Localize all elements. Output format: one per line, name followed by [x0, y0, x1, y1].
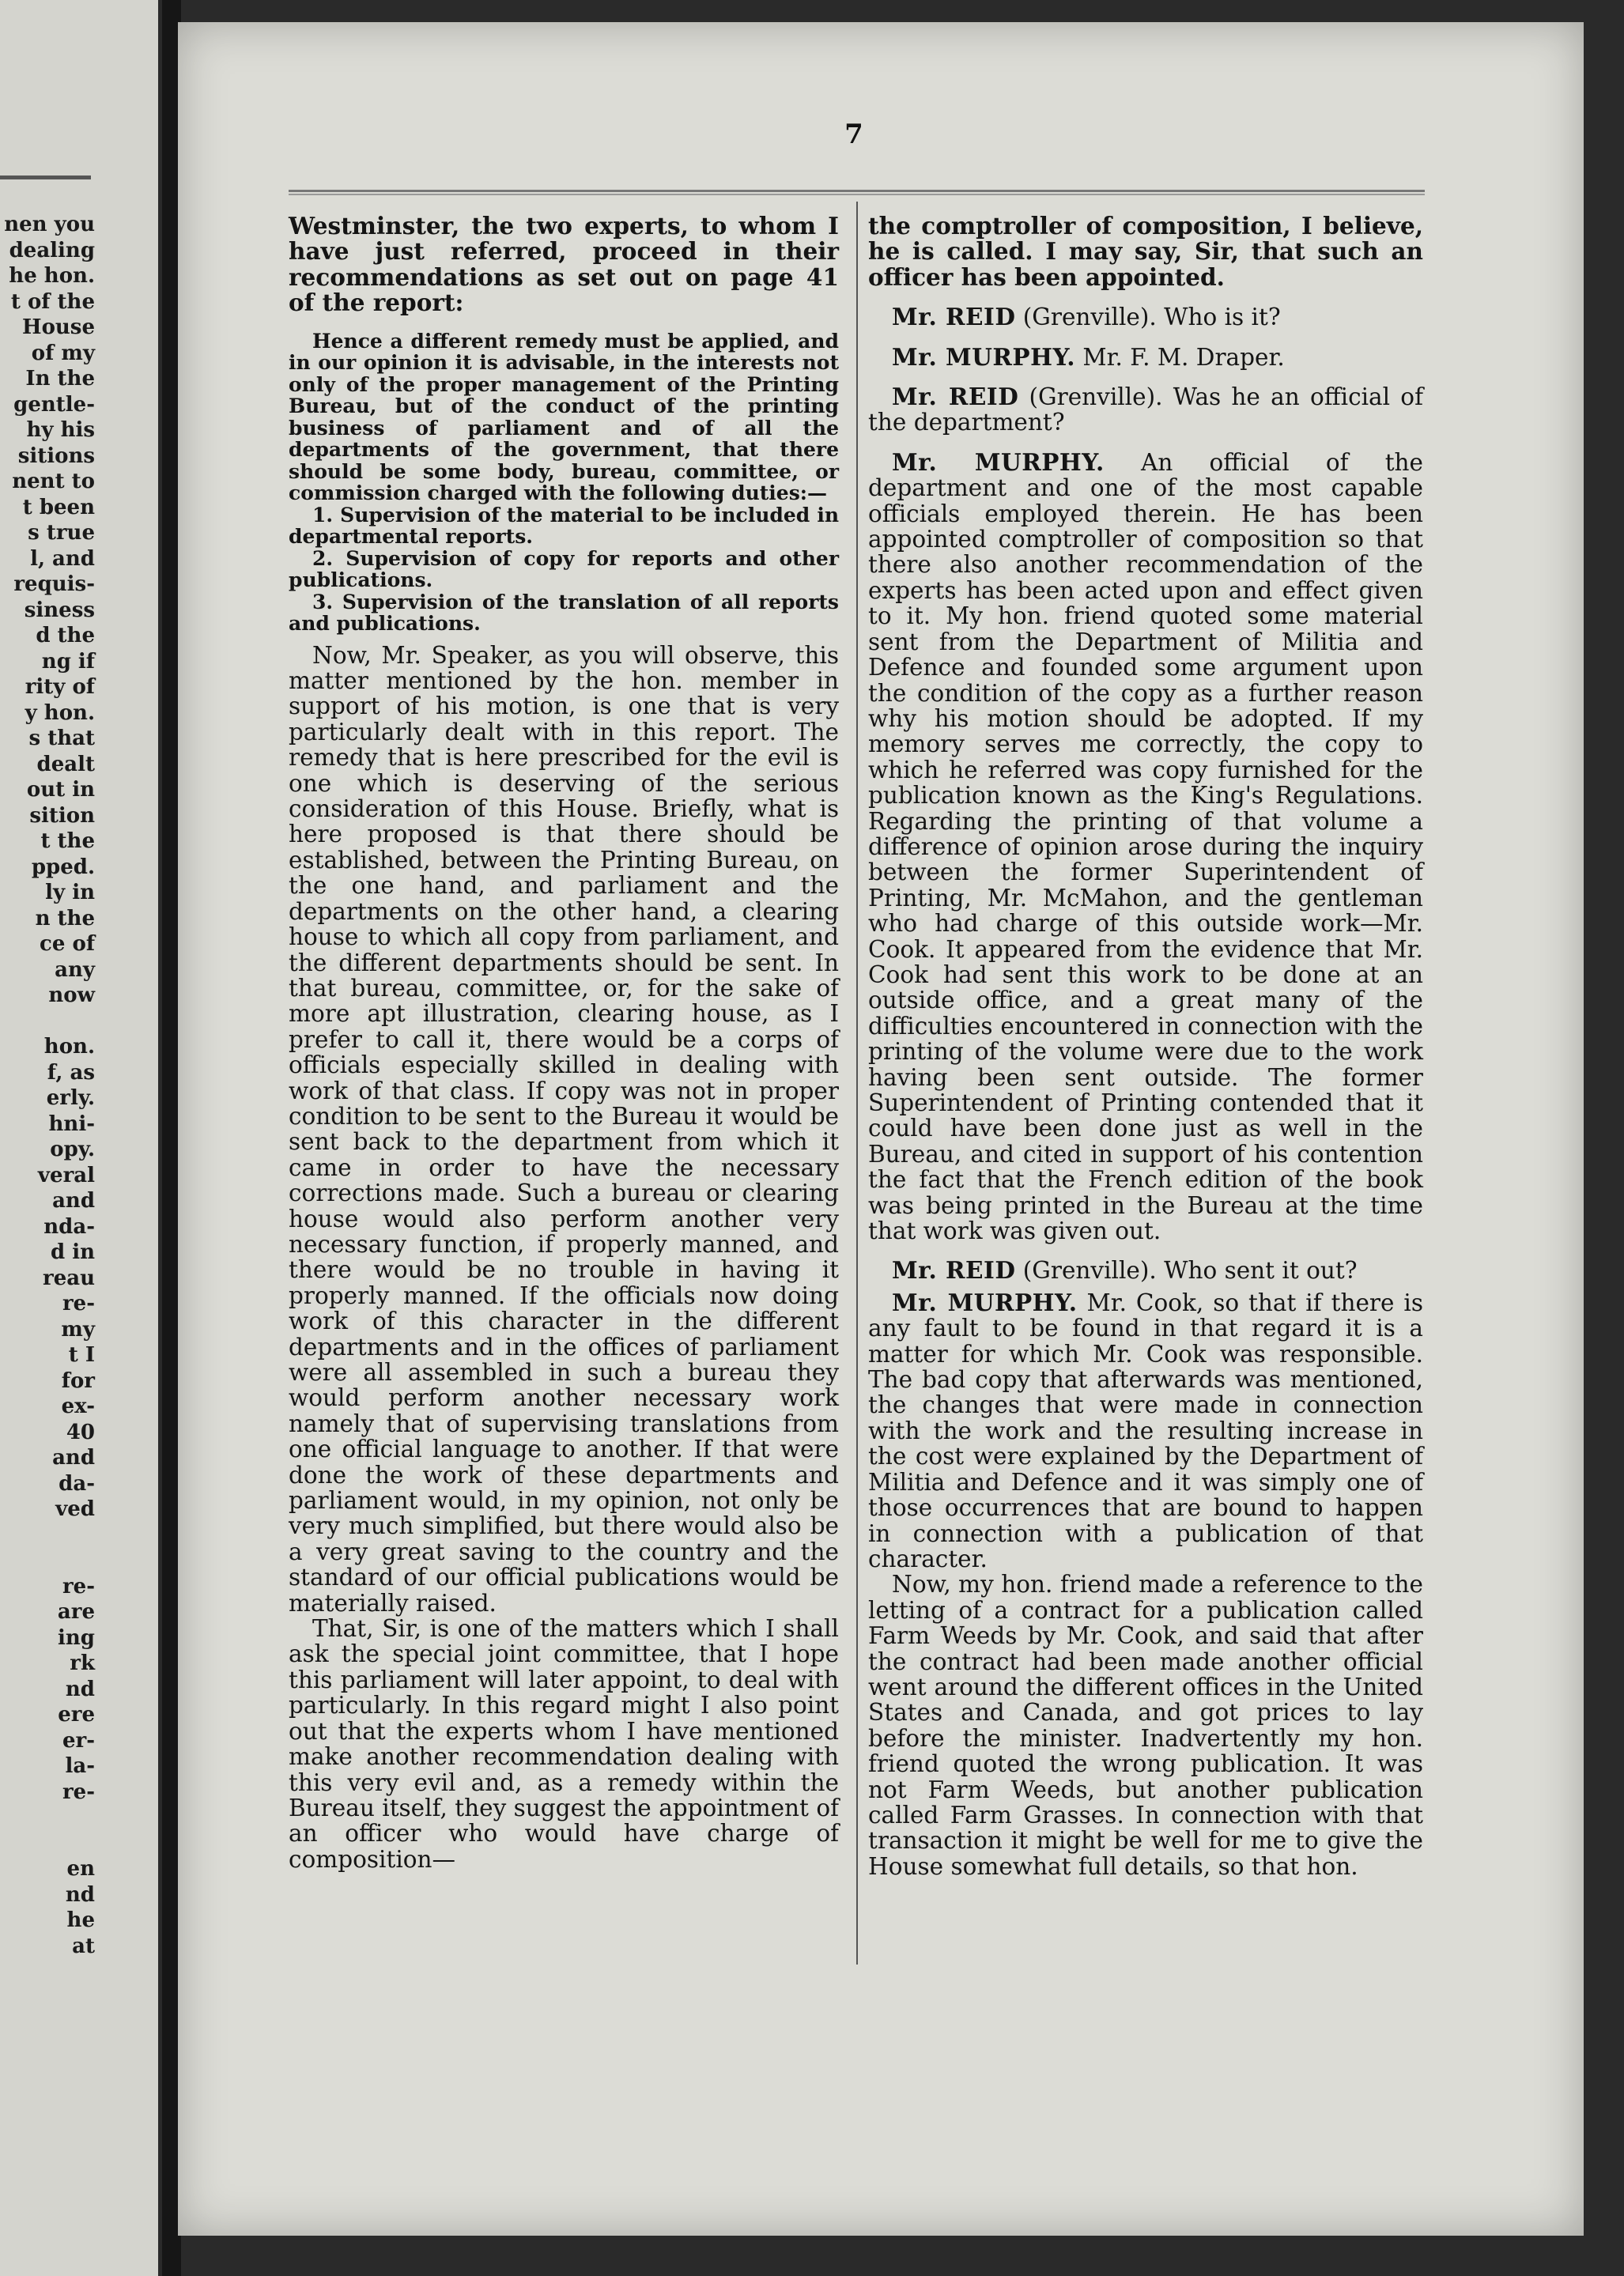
speaker-name: Mr. REID — [892, 1256, 1016, 1285]
previous-page-fragment: veral — [37, 1163, 95, 1187]
previous-page-fragment: ex- — [61, 1395, 95, 1418]
right-closing-paragraph: Now, my hon. friend made a reference to the letting of a contract for a publication called Farm Weeds by Mr. Cook, and said that after the contract had been made another official went around the different offices in the United States and Canada, and got prices to lay before the minister. Inadvertently my hon. friend quoted the wrong publication. It was not Farm Weeds, but another publication called Farm Grasses. In connection with that transaction it might be well for me to give the House somewhat full details, so that hon. — [868, 1571, 1423, 1880]
speech-text: Who sent it out? — [1156, 1257, 1358, 1285]
quote-item-3: 3. Supervision of the translation of all reports and publications. — [289, 590, 839, 636]
previous-page-fragment: re- — [62, 1574, 95, 1598]
previous-page-fragment: ved — [55, 1497, 95, 1521]
previous-page-edge — [0, 0, 158, 2276]
previous-page-fragment: and — [52, 1446, 95, 1470]
previous-page-fragment: er- — [62, 1728, 95, 1753]
previous-page-fragment: t of the — [10, 289, 95, 314]
left-paragraph-2: That, Sir, is one of the matters which I shall ask the special joint committee, that I hope this parliament will later appoint, to deal with particularly. In this regard might I also point out that the experts whom I have mentioned make another recommendation dealing with this very evil and, as a remedy within the Bureau itself, they suggest the appointment of an officer who would have charge of composition— — [289, 1615, 839, 1873]
exchange-3 — [868, 384, 1423, 436]
previous-page-fragment: rk — [70, 1651, 95, 1675]
exchange-2 — [868, 342, 1423, 371]
speaker-name: Mr. REID — [892, 303, 1016, 331]
previous-page-fragment: en — [66, 1857, 95, 1881]
previous-page-fragment: nen you — [4, 213, 95, 236]
previous-page-fragment: pped. — [31, 855, 95, 879]
previous-page-fragment: sition — [29, 803, 95, 828]
previous-page-fragment: ng if — [41, 649, 95, 674]
quoted-recommendation: Hence a different remedy must be applied, and in our opinion it is advisable, in the interests not only of the proper management of the Printing Bureau, but of the conduct of the printing business of parliament and of all the departments of the government, that there should be some body, bureau, committee, or commission charged with the following duties:— — [289, 329, 839, 505]
left-column — [289, 213, 839, 1872]
previous-page-fragment: t the — [40, 829, 95, 853]
previous-page-fragment: any — [55, 957, 95, 982]
previous-page-fragment: nda- — [43, 1214, 95, 1239]
previous-page-fragment: dealing — [9, 238, 95, 262]
previous-page-fragment: hy his — [26, 418, 95, 442]
previous-page-fragment: 40 — [66, 1420, 95, 1444]
previous-page-fragment: now — [48, 983, 95, 1007]
exchange-5 — [868, 1258, 1423, 1283]
speaker-name: Mr. MURPHY. — [892, 342, 1076, 371]
previous-page-fragment: d in — [50, 1240, 95, 1264]
previous-page-fragment: at — [72, 1934, 95, 1958]
previous-page-fragment: f, as — [47, 1060, 95, 1085]
previous-page-fragment: ing — [58, 1625, 95, 1650]
previous-page-fragment — [0, 1523, 95, 1549]
speaker-name: Mr. MURPHY. — [892, 447, 1105, 476]
previous-page-fragment: erly. — [46, 1086, 95, 1110]
previous-page-fragment: he hon. — [9, 264, 95, 288]
previous-page-fragment: for — [61, 1368, 95, 1393]
speaker-riding: (Grenville). — [1015, 1257, 1157, 1285]
previous-page-fragment: are — [57, 1600, 95, 1624]
speech-text: Was he an official of the department? — [868, 383, 1423, 436]
speech-text: An official of the department and one of the most capable officials employed therein. He has been appointed comptroller of composition so that there also another recommendation of the experts has been acted upon and effect given to it. My hon. friend quoted some material sent from the Department of Militia and Defence and founded some argument upon the condition of the copy as a further reason why his motion should be adopted. If my memory serves me correctly, the copy to which he referred was copy furnished for the publication known as the King's Regulations. Regarding the printing of that volume a difference of opinion arose during the inquiry between the former Superintendent of Printing, Mr. McMahon, and the gentleman who had charge of this outside work—Mr. Cook. It appeared from the evidence that Mr. Cook had sent this work to be done at an outside office, and a great many of the difficulties encountered in connection with the printing of the volume were due to the work having been sent outside. The former Superintendent of Printing contended that it could have been done just as well in the Bureau, and cited in support of his contention the fact that the French edition of the book was being printed in the Bureau at the time that work was given out. — [868, 448, 1424, 1245]
speaker-riding: (Grenville). — [1018, 383, 1163, 411]
quote-item-2: 2. Supervision of copy for reports and other publications. — [289, 546, 839, 592]
previous-page-fragment — [0, 1805, 95, 1831]
previous-page-fragment: siness — [24, 598, 95, 622]
left-paragraph-1: Now, Mr. Speaker, as you will observe, this matter mentioned by the hon. member in support of his motion, is one that is very particularly dealt with in this report. The remedy that is here prescribed for the evil is one which is deserving of the serious consideration of this House. Briefly, what is here proposed is that there should be established, between the Printing Bureau, on the one hand, and parliament and the departments on the other hand, a clearing house to which all copy from parliament, and the different departments should be sent. In that bureau, committee, or, for the sake of more apt illustration, clearing house, as I prefer to call it, there would be a corps of officials especially skilled in dealing with work of that class. If copy was not in proper condition to be sent to the Bureau it would be sent back to the department from which it came in order to have the necessary corrections made. Such a bureau or clearing house would also perform another very necessary function, if properly manned, and there would be no trouble in having it properly manned. If the officials now doing work of this character in the different departments and in the offices of parliament were all assembled in such a bureau they would perform another necessary work namely that of supervising translations from one official language to another. If that were done the work of these departments and parliament would, in my opinion, not only be very much simplified, but there would also be a very great saving to the country and the standard of our official publications would be materially raised. — [289, 641, 839, 1617]
previous-page-fragment — [0, 1009, 95, 1035]
previous-page-fragment: my — [61, 1317, 95, 1342]
speech-text: Who is it? — [1156, 304, 1281, 331]
previous-page-fragments — [0, 212, 95, 1959]
previous-page-fragment: nd — [65, 1882, 95, 1907]
previous-page-fragment: House — [22, 315, 95, 339]
previous-page-fragment: la- — [65, 1754, 95, 1778]
previous-page-fragment: s true — [28, 521, 95, 545]
previous-page-fragment: n the — [35, 906, 95, 930]
previous-page-fragment: ly in — [45, 881, 95, 904]
left-intro-paragraph: Westminster, the two experts, to whom I have just referred, proceed in their recommendations as set out on page 41 of the report: — [289, 212, 839, 317]
previous-page-fragment: hon. — [43, 1035, 95, 1059]
speech-text: Mr. F. M. Draper. — [1075, 343, 1285, 371]
previous-page-fragment: t I — [68, 1343, 95, 1367]
previous-page-fragment: reau — [43, 1266, 95, 1290]
page-number: 7 — [844, 119, 863, 150]
previous-page-fragment: out in — [26, 778, 95, 802]
right-column — [868, 213, 1423, 1879]
previous-page-fragment: hni- — [48, 1112, 95, 1136]
speaker-name: Mr. REID — [892, 383, 1019, 411]
exchange-4 — [868, 447, 1424, 1245]
previous-page-fragment: In the — [25, 367, 95, 391]
previous-page-fragment: ce of — [40, 932, 95, 956]
previous-page-fragment: re- — [62, 1292, 95, 1315]
previous-page-fragment: sitions — [17, 443, 95, 468]
previous-page-rule — [0, 176, 91, 179]
previous-page-fragment: requis- — [13, 572, 95, 596]
previous-page-fragment: ere — [58, 1703, 95, 1727]
previous-page-fragment: s that — [28, 727, 95, 750]
quote-item-1: 1. Supervision of the material to be included in departmental reports. — [289, 503, 839, 549]
previous-page-fragment: re- — [62, 1780, 95, 1804]
exchange-6 — [868, 1290, 1423, 1572]
column-divider — [856, 202, 858, 1965]
previous-page-fragment: dealt — [36, 752, 95, 776]
previous-page-fragment: t been — [22, 495, 95, 519]
previous-page-fragment: opy. — [50, 1138, 95, 1161]
header-rule — [289, 190, 1425, 195]
previous-page-fragment: l, and — [30, 546, 95, 571]
previous-page-fragment: he — [66, 1908, 95, 1932]
previous-page-fragment: of my — [31, 341, 95, 365]
previous-page-fragment: nent to — [12, 470, 95, 493]
previous-page-fragment: gentle- — [13, 392, 95, 417]
right-opening-paragraph: the comptroller of composition, I believe, he is called. I may say, Sir, that such an officer has been appointed. — [868, 212, 1423, 291]
speech-text: Mr. Cook, so that if there is any fault to be found in that regard it is a matter for which Mr. Cook was responsible. The bad copy that afterwards was mentioned, the changes that were made in connection with the work and the resulting increase in the cost were explained by the Department of Militia and Defence and it was simply one of those occurrences that are bound to happen in connection with a publication of that character. — [868, 1289, 1423, 1572]
previous-page-fragment: nd — [65, 1677, 95, 1701]
previous-page-fragment: d the — [36, 624, 95, 647]
speaker-name: Mr. MURPHY. — [892, 1288, 1078, 1316]
previous-page-fragment — [0, 1831, 95, 1857]
previous-page-fragment: da- — [59, 1471, 95, 1496]
previous-page-fragment — [0, 1548, 95, 1574]
exchange-1 — [868, 304, 1423, 330]
previous-page-fragment: rity of — [25, 675, 95, 699]
previous-page-fragment: and — [52, 1189, 95, 1213]
previous-page-fragment: y hon. — [25, 700, 95, 725]
speaker-riding: (Grenville). — [1015, 304, 1157, 331]
